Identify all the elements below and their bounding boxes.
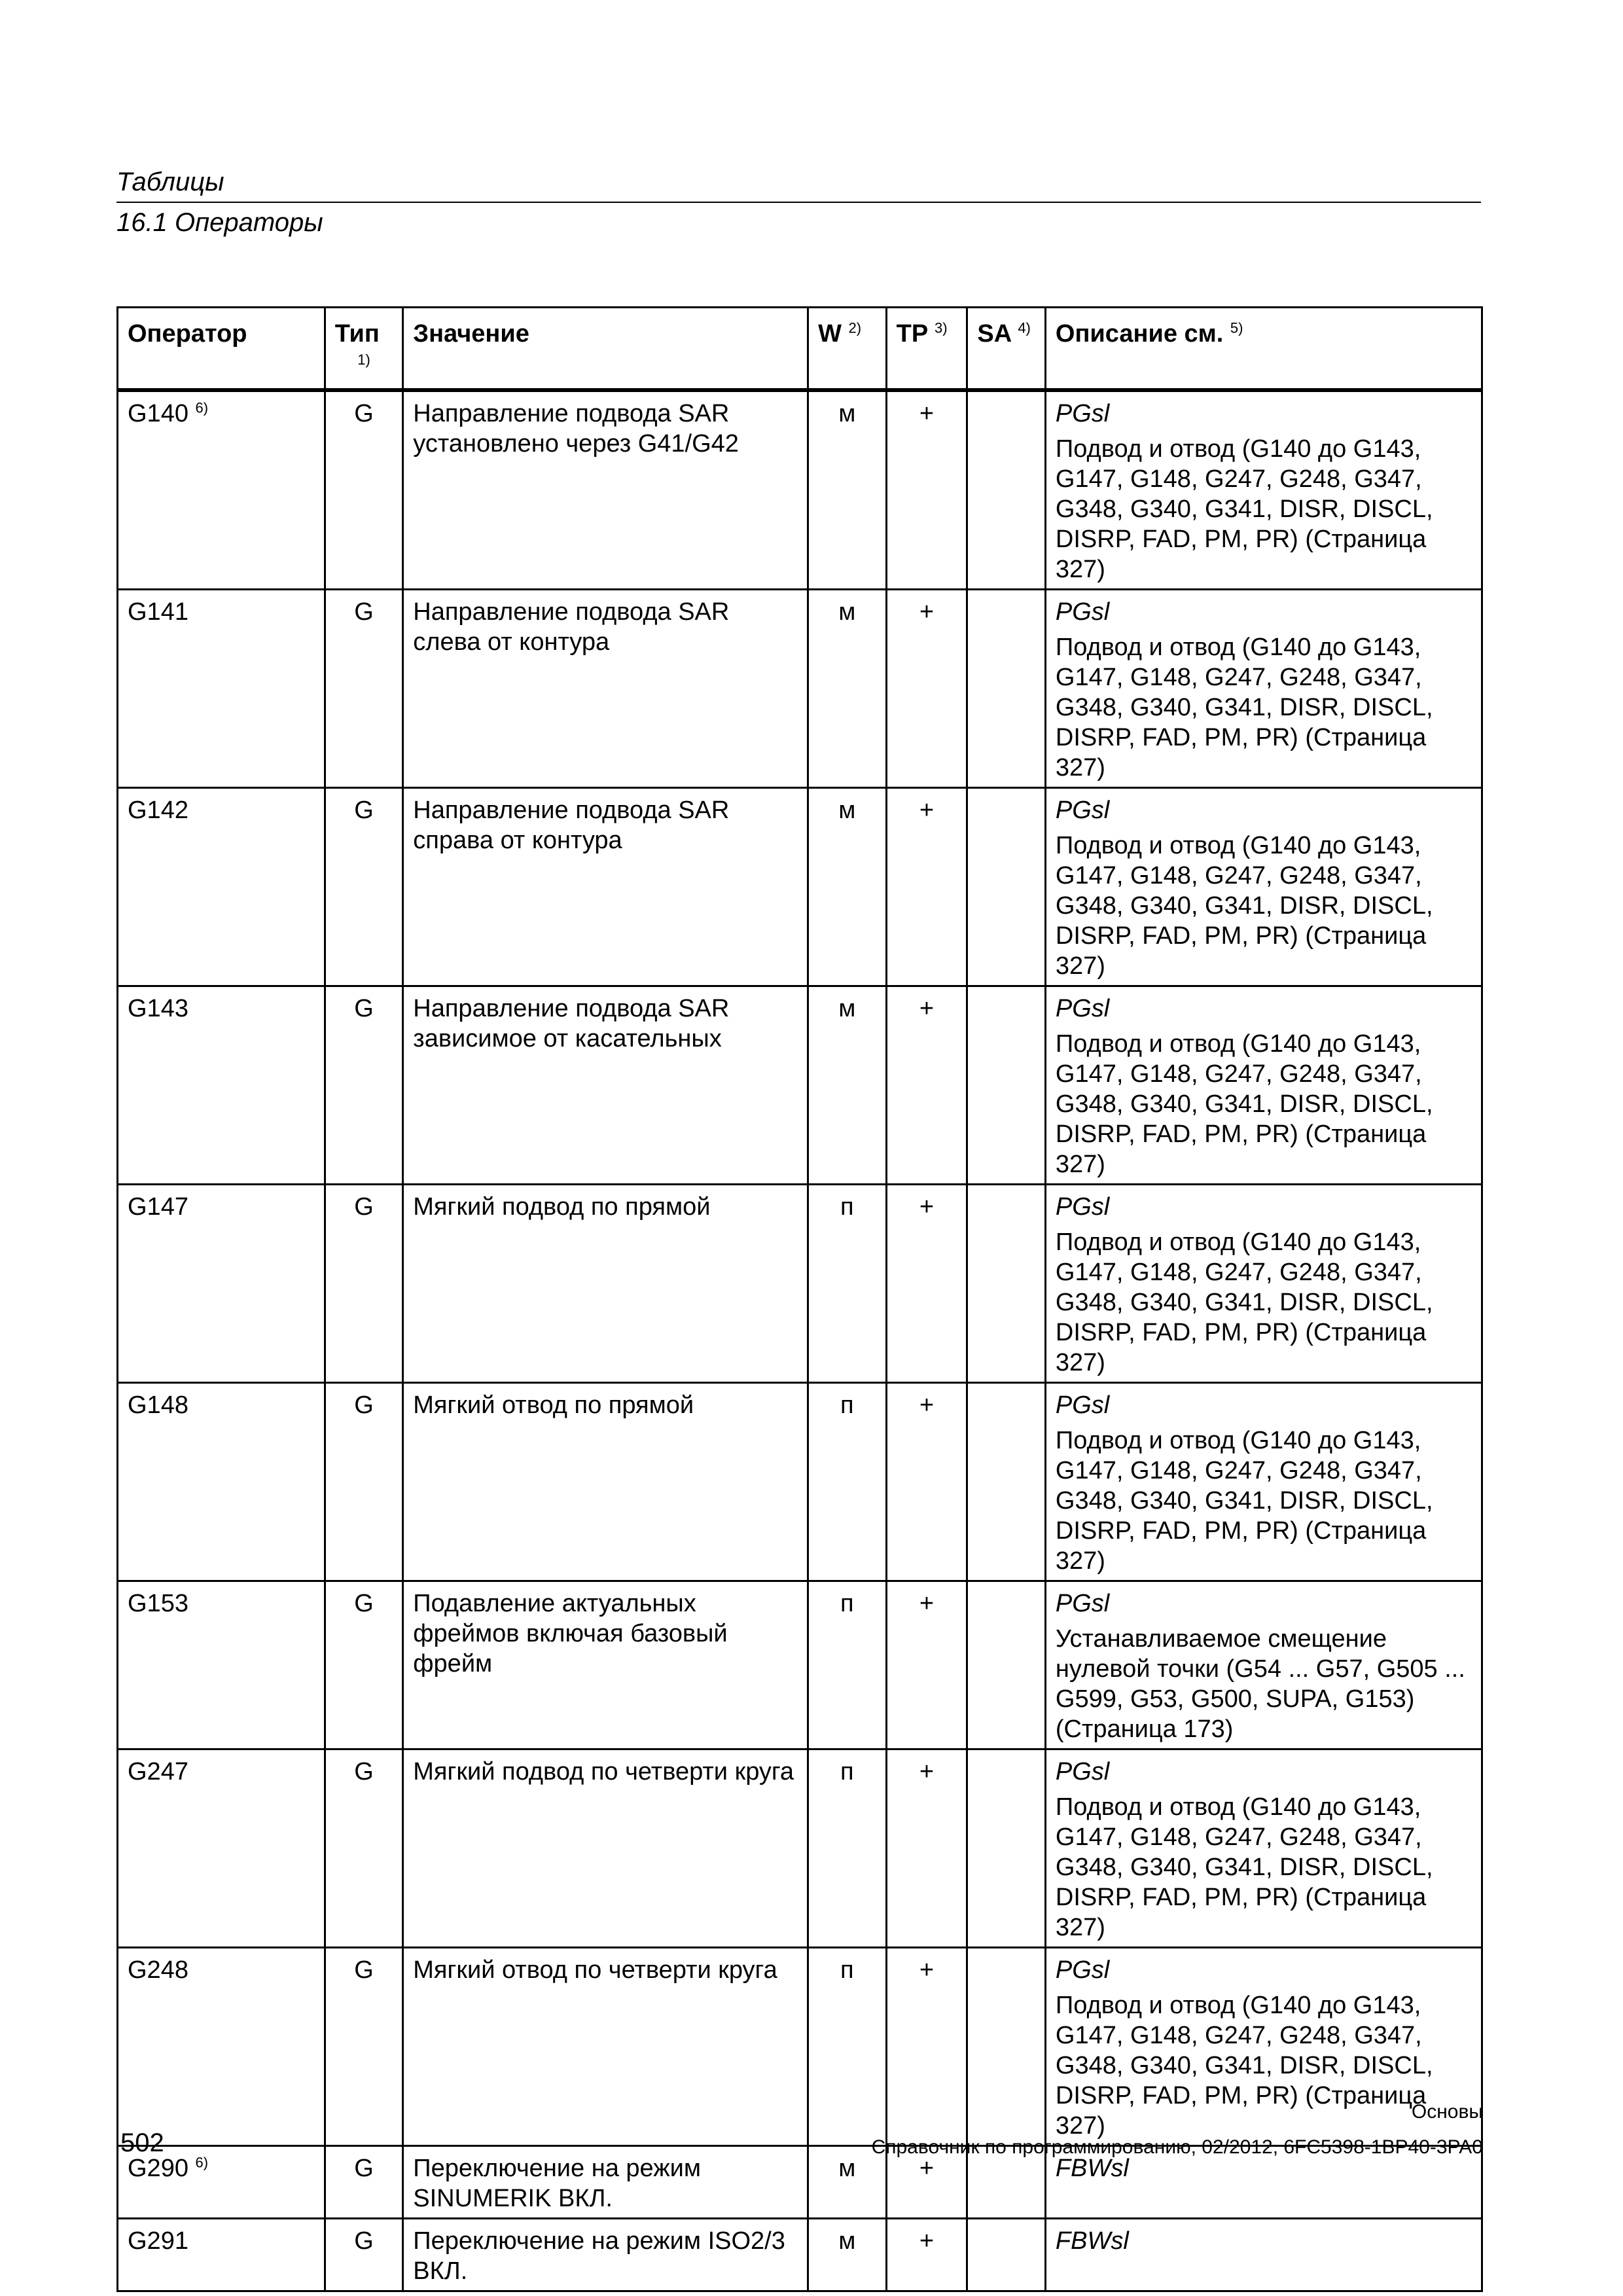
- operator-name: G140: [128, 400, 188, 427]
- col-header-type: Тип 1): [325, 308, 403, 391]
- table-row: [118, 1185, 1482, 1383]
- description-cell: [1045, 2219, 1482, 2291]
- operator-name: G141: [128, 598, 188, 626]
- sa-cell: [967, 1948, 1046, 2146]
- description-cell: [1045, 1581, 1482, 1749]
- table-row: [118, 1581, 1482, 1749]
- sa-cell: [967, 2219, 1046, 2291]
- reference-doc: PGsl: [1055, 1758, 1110, 1785]
- operator-name: G153: [128, 1590, 188, 1617]
- operator-cell: [118, 1383, 325, 1581]
- type-cell: G: [325, 1581, 403, 1749]
- table-row: [118, 1749, 1482, 1948]
- tp-cell: +: [886, 1383, 967, 1581]
- type-cell: G: [325, 1383, 403, 1581]
- table-row: [118, 590, 1482, 788]
- operator-name: G148: [128, 1391, 188, 1419]
- w-cell: м: [808, 590, 887, 788]
- w-cell: м: [808, 986, 887, 1185]
- operator-name: G247: [128, 1758, 188, 1785]
- footer-reference: Справочник по программированию, 02/2012, 6FC5398-1BP40-3PA0: [871, 2136, 1483, 2158]
- operator-name: G147: [128, 1193, 188, 1221]
- type-footnote: 1): [357, 351, 370, 368]
- col-header-tp: TP $^{3)}$: [886, 308, 967, 391]
- meaning-cell: Мягкий отвод по прямой: [403, 1383, 808, 1581]
- reference-doc: PGsl: [1055, 1956, 1110, 1984]
- sa-cell: [967, 390, 1046, 590]
- w-cell: м: [808, 2146, 887, 2219]
- table-row: [118, 986, 1482, 1185]
- meaning-cell: Мягкий подвод по прямой: [403, 1185, 808, 1383]
- type-cell: G: [325, 1749, 403, 1948]
- operator-name: G143: [128, 995, 188, 1022]
- w-cell: п: [808, 1948, 887, 2146]
- meaning-cell: Направление подвода SAR установлено через G41/G42: [403, 390, 808, 590]
- type-cell: G: [325, 986, 403, 1185]
- table-row: [118, 1383, 1482, 1581]
- tp-cell: +: [886, 590, 967, 788]
- description-link[interactable]: Подвод и отвод (G140 до G143, G147, G148, G247, G248, G347, G348, G340, G341, DISR, DISCL, DISRP, FAD, PM, PR) (Страница 327): [1055, 1030, 1433, 1178]
- operator-cell: [118, 986, 325, 1185]
- type-cell: G: [325, 1948, 403, 2146]
- operators-table: [116, 306, 1483, 2292]
- description-link[interactable]: Подвод и отвод (G140 до G143, G147, G148, G247, G248, G347, G348, G340, G341, DISR, DISCL, DISRP, FAD, PM, PR) (Страница 327): [1055, 1427, 1433, 1575]
- operator-cell: [118, 788, 325, 986]
- tp-cell: +: [886, 1185, 967, 1383]
- table-header-row: [118, 308, 1482, 391]
- sa-cell: [967, 788, 1046, 986]
- meaning-cell: Переключение на режим SINUMERIK ВКЛ.: [403, 2146, 808, 2219]
- sa-cell: [967, 986, 1046, 1185]
- reference-doc: FBWsl: [1055, 2155, 1129, 2182]
- section-title: 16.1 Операторы: [116, 208, 323, 237]
- col-header-operator: Оператор: [118, 308, 325, 391]
- meaning-cell: Направление подвода SAR слева от контура: [403, 590, 808, 788]
- meaning-cell: Мягкий отвод по четверти круга: [403, 1948, 808, 2146]
- meaning-cell: Направление подвода SAR справа от контура: [403, 788, 808, 986]
- operator-cell: [118, 1581, 325, 1749]
- tp-cell: +: [886, 2146, 967, 2219]
- reference-doc: PGsl: [1055, 995, 1110, 1022]
- tp-cell: +: [886, 1948, 967, 2146]
- col-header-description: Описание см. $^{5)}$: [1045, 308, 1482, 391]
- operator-cell: [118, 1185, 325, 1383]
- type-cell: G: [325, 590, 403, 788]
- description-cell: [1045, 1749, 1482, 1948]
- description-cell: [1045, 590, 1482, 788]
- type-cell: G: [325, 390, 403, 590]
- description-link[interactable]: Подвод и отвод (G140 до G143, G147, G148, G247, G248, G347, G348, G340, G341, DISR, DISCL, DISRP, FAD, PM, PR) (Страница 327): [1055, 634, 1433, 781]
- operator-footnote: 6): [195, 399, 209, 416]
- w-cell: м: [808, 2219, 887, 2291]
- chapter-title: Таблицы: [116, 168, 224, 196]
- tp-cell: +: [886, 390, 967, 590]
- description-link[interactable]: Подвод и отвод (G140 до G143, G147, G148, G247, G248, G347, G348, G340, G341, DISR, DISCL, DISRP, FAD, PM, PR) (Страница 327): [1055, 832, 1433, 980]
- page-header: [116, 165, 1481, 237]
- sa-cell: [967, 1749, 1046, 1948]
- tp-cell: +: [886, 1749, 967, 1948]
- sa-cell: [967, 1383, 1046, 1581]
- tp-cell: +: [886, 788, 967, 986]
- tp-cell: +: [886, 1581, 967, 1749]
- reference-doc: PGsl: [1055, 797, 1110, 824]
- description-cell: [1045, 390, 1482, 590]
- w-cell: м: [808, 390, 887, 590]
- operator-name: G290: [128, 2155, 188, 2182]
- header-rule: [116, 202, 1481, 203]
- reference-doc: PGsl: [1055, 598, 1110, 626]
- col-header-sa: SA $^{4)}$: [967, 308, 1046, 391]
- w-cell: п: [808, 1185, 887, 1383]
- w-cell: п: [808, 1383, 887, 1581]
- operator-name: G291: [128, 2227, 188, 2255]
- table-row: [118, 2219, 1482, 2291]
- reference-doc: PGsl: [1055, 400, 1110, 427]
- operator-cell: [118, 1948, 325, 2146]
- tp-cell: +: [886, 986, 967, 1185]
- operator-cell: [118, 2219, 325, 2291]
- type-cell: G: [325, 2219, 403, 2291]
- sa-cell: [967, 1185, 1046, 1383]
- w-cell: м: [808, 788, 887, 986]
- operator-cell: [118, 390, 325, 590]
- description-link[interactable]: Устанавливаемое смещение нулевой точки (G54 ... G57, G505 ... G599, G53, G500, SUPA, G153) (Страница 173): [1055, 1625, 1465, 1743]
- table-body: [118, 390, 1482, 2291]
- description-cell: [1045, 788, 1482, 986]
- operator-footnote: 6): [195, 2154, 209, 2171]
- col-header-meaning: Значение: [403, 308, 808, 391]
- table-row: [118, 1948, 1482, 2146]
- reference-doc: PGsl: [1055, 1590, 1110, 1617]
- type-cell: G: [325, 1185, 403, 1383]
- operator-cell: [118, 590, 325, 788]
- page-number: 502: [120, 2128, 164, 2157]
- meaning-cell: Подавление актуальных фреймов включая базовый фрейм: [403, 1581, 808, 1749]
- description-cell: [1045, 1185, 1482, 1383]
- reference-doc: PGsl: [1055, 1391, 1110, 1419]
- reference-doc: FBWsl: [1055, 2227, 1129, 2255]
- reference-doc: PGsl: [1055, 1193, 1110, 1221]
- type-cell: G: [325, 788, 403, 986]
- w-cell: п: [808, 1581, 887, 1749]
- operator-name: G142: [128, 797, 188, 824]
- operator-cell: [118, 1749, 325, 1948]
- type-cell: G: [325, 2146, 403, 2219]
- meaning-cell: Мягкий подвод по четверти круга: [403, 1749, 808, 1948]
- sa-cell: [967, 590, 1046, 788]
- meaning-cell: Направление подвода SAR зависимое от касательных: [403, 986, 808, 1185]
- description-cell: [1045, 986, 1482, 1185]
- description-link[interactable]: Подвод и отвод (G140 до G143, G147, G148, G247, G248, G347, G348, G340, G341, DISR, DISCL, DISRP, FAD, PM, PR) (Страница 327): [1055, 1992, 1433, 2140]
- sa-cell: [967, 1581, 1046, 1749]
- operator-name: G248: [128, 1956, 188, 1984]
- tp-cell: +: [886, 2219, 967, 2291]
- col-header-w: W $^{2)}$: [808, 308, 887, 391]
- description-link[interactable]: Подвод и отвод (G140 до G143, G147, G148, G247, G248, G347, G348, G340, G341, DISR, DISCL, DISRP, FAD, PM, PR) (Страница 327): [1055, 1229, 1433, 1376]
- meaning-cell: Переключение на режим ISO2/3 ВКЛ.: [403, 2219, 808, 2291]
- description-link[interactable]: Подвод и отвод (G140 до G143, G147, G148, G247, G248, G347, G348, G340, G341, DISR, DISCL, DISRP, FAD, PM, PR) (Страница 327): [1055, 1793, 1433, 1941]
- table-row: [118, 390, 1482, 590]
- footer-doc-title: Основы: [1411, 2101, 1483, 2123]
- w-cell: п: [808, 1749, 887, 1948]
- table-row: [118, 788, 1482, 986]
- description-link[interactable]: Подвод и отвод (G140 до G143, G147, G148, G247, G248, G347, G348, G340, G341, DISR, DISCL, DISRP, FAD, PM, PR) (Страница 327): [1055, 435, 1433, 583]
- description-cell: [1045, 1383, 1482, 1581]
